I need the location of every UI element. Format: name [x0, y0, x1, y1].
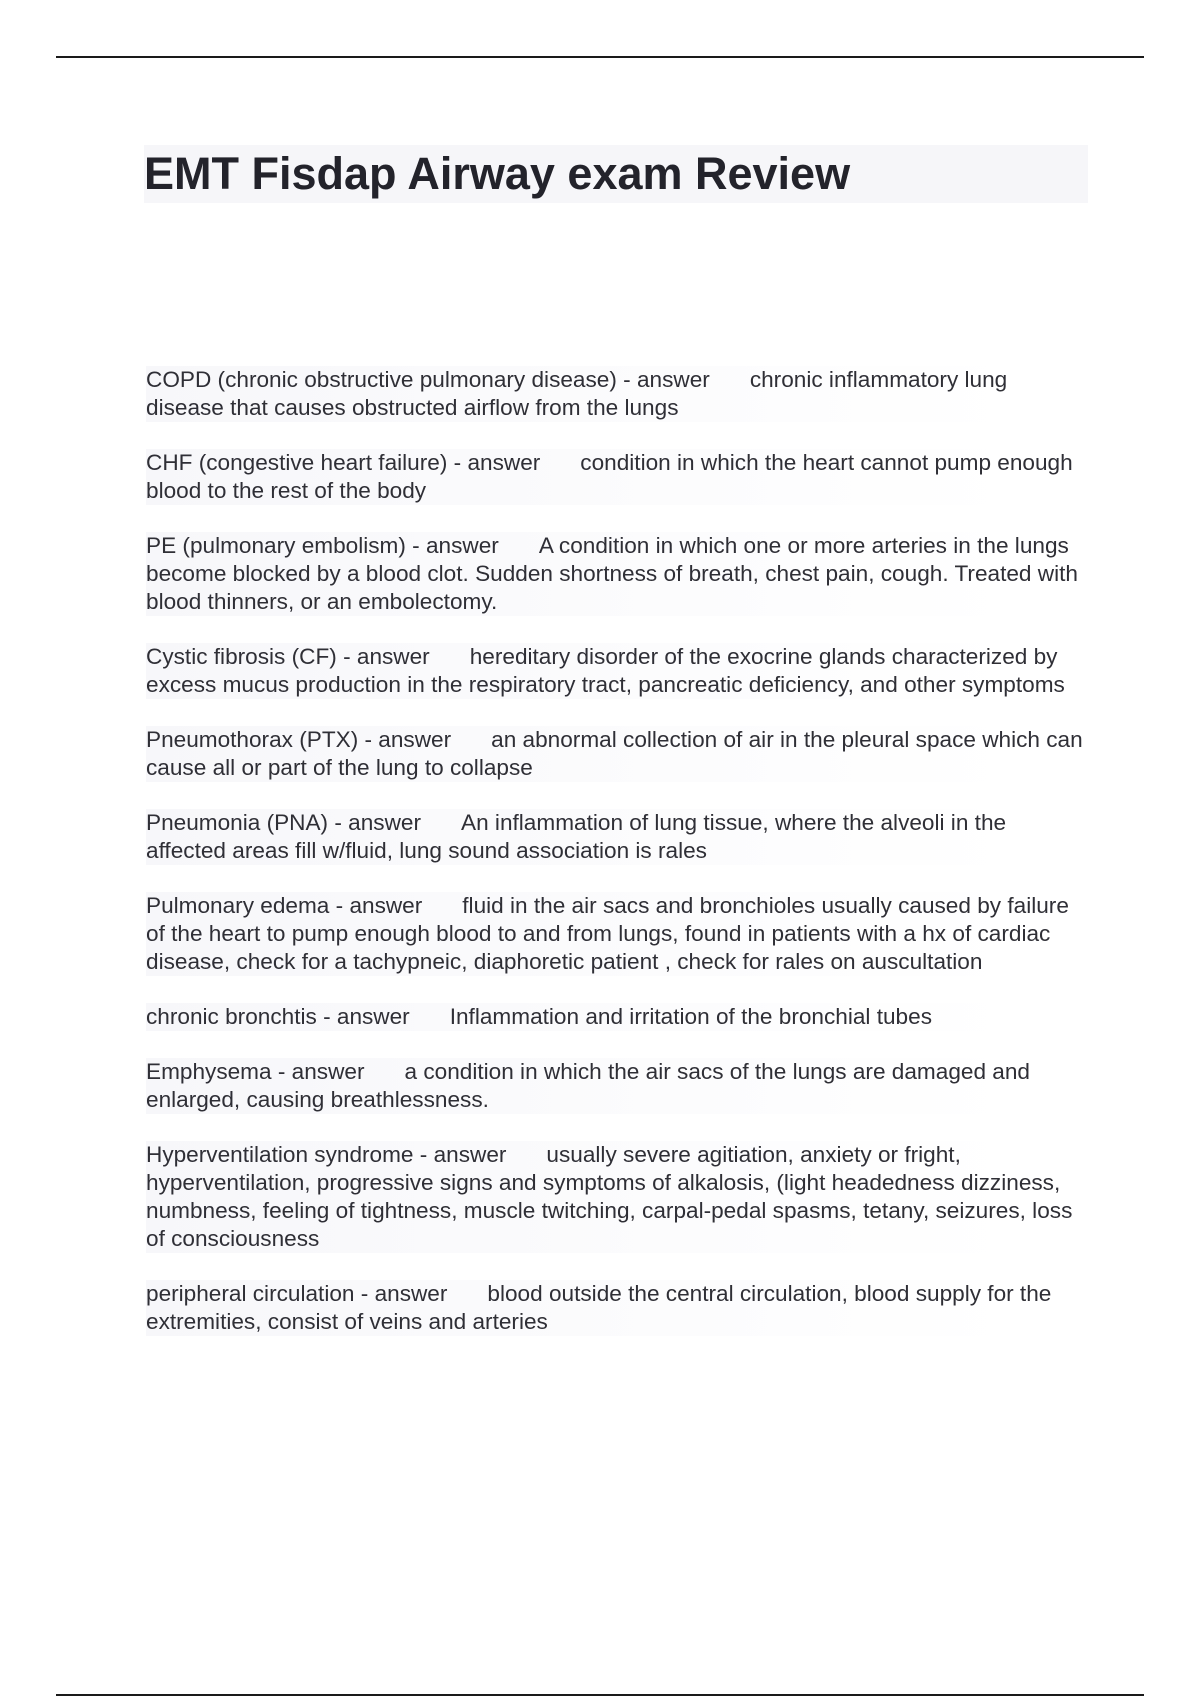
entry-separator: - answer	[358, 727, 452, 752]
list-item	[146, 643, 1091, 699]
entry-term: peripheral circulation	[146, 1281, 355, 1306]
entry-list	[146, 366, 1091, 1363]
entry-definition: blood outside the central circulation, blood supply for the extremities, consist of veins and arteries	[146, 1281, 1052, 1334]
entry-definition: usually severe agitiation, anxiety or fright, hyperventilation, progressive signs and symptoms of alkalosis, (light headedness dizziness, numbness, feeling of tightness, muscle twitching, carpal-pedal spasms, tetany, seizures, loss of consciousness	[146, 1142, 1073, 1251]
entry-separator: - answer	[616, 367, 710, 392]
entry-definition: hereditary disorder of the exocrine glands characterized by excess mucus production in the respiratory tract, pancreatic deficiency, and other symptoms	[146, 644, 1065, 697]
entry-term: PE (pulmonary embolism)	[146, 533, 406, 558]
entry-term: Pulmonary edema	[146, 893, 330, 918]
page-bottom-rule	[56, 1694, 1144, 1696]
list-item	[146, 1003, 1091, 1031]
list-item	[146, 366, 1091, 422]
entry-definition: Inflammation and irritation of the bronchial tubes	[449, 1004, 932, 1029]
entry-term: Pneumothorax (PTX)	[146, 727, 359, 752]
list-item	[146, 809, 1091, 865]
entry-separator: - answer	[405, 533, 499, 558]
list-item	[146, 892, 1091, 976]
list-item	[146, 1141, 1091, 1253]
entry-term: COPD (chronic obstructive pulmonary disease)	[146, 367, 617, 392]
entry-definition: An inflammation of lung tissue, where the alveoli in the affected areas fill w/fluid, lung sound association is rales	[146, 810, 1007, 863]
entry-separator: - answer	[336, 644, 430, 669]
entry-term: Pneumonia (PNA)	[146, 810, 329, 835]
list-item	[146, 1280, 1091, 1336]
list-item	[146, 726, 1091, 782]
entry-definition: chronic inflammatory lung disease that causes obstructed airflow from the lungs	[146, 367, 1008, 420]
list-item	[146, 1058, 1091, 1114]
entry-term: Cystic fibrosis (CF)	[146, 644, 337, 669]
entry-definition: fluid in the air sacs and bronchioles usually caused by failure of the heart to pump enough blood to and from lungs, found in patients with a hx of cardiac disease, check for a tachypneic, diaphoretic patient , check for rales on auscultation	[146, 893, 1069, 974]
list-item	[146, 532, 1091, 616]
entry-definition: an abnormal collection of air in the pleural space which can cause all or part of the lung to collapse	[146, 727, 1083, 780]
entry-separator: - answer	[271, 1059, 365, 1084]
entry-term: CHF (congestive heart failure)	[146, 450, 448, 475]
entry-definition: condition in which the heart cannot pump enough blood to the rest of the body	[146, 450, 1073, 503]
entry-term: Emphysema	[146, 1059, 272, 1084]
entry-separator: - answer	[354, 1281, 448, 1306]
entry-separator: - answer	[413, 1142, 507, 1167]
document-title: EMT Fisdap Airway exam Review	[144, 148, 851, 199]
entry-definition: a condition in which the air sacs of the lungs are damaged and enlarged, causing breathlessness.	[146, 1059, 1030, 1112]
title-block	[144, 145, 1088, 203]
entry-definition: A condition in which one or more arteries in the lungs become blocked by a blood clot. Sudden shortness of breath, chest pain, cough. Treated with blood thinners, or an embolectomy.	[146, 533, 1078, 614]
entry-separator: - answer	[328, 810, 422, 835]
entry-term: chronic bronchtis	[146, 1004, 317, 1029]
entry-separator: - answer	[329, 893, 423, 918]
entry-term: Hyperventilation syndrome	[146, 1142, 414, 1167]
entry-separator: - answer	[447, 450, 541, 475]
entry-separator: - answer	[316, 1004, 410, 1029]
page-top-rule	[56, 56, 1144, 58]
list-item	[146, 449, 1091, 505]
